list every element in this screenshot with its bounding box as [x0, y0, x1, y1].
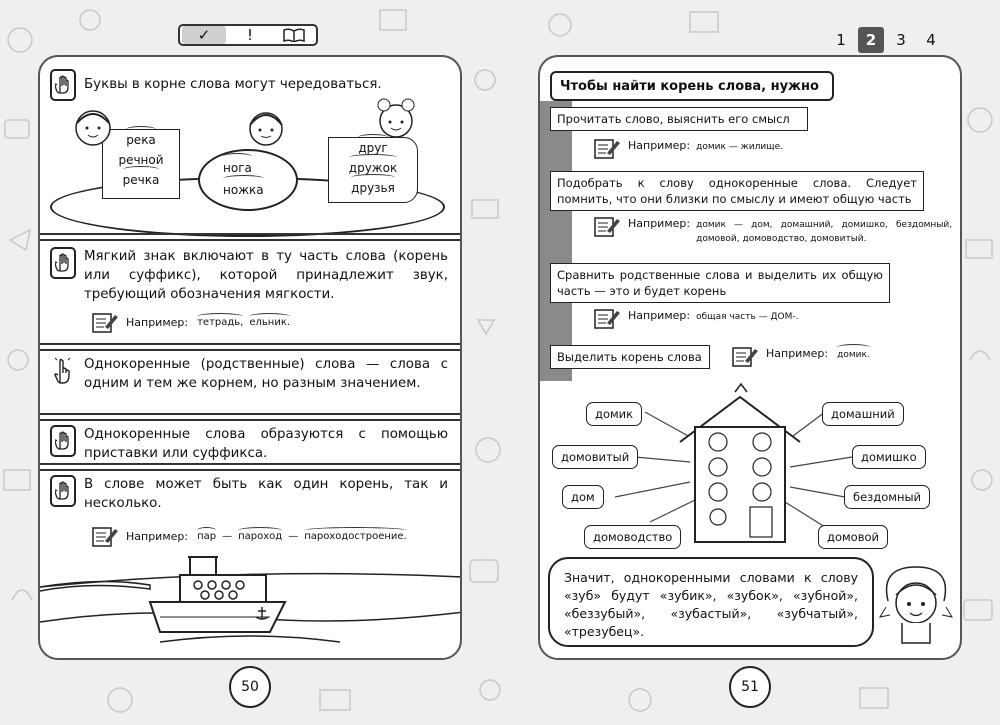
check-icon[interactable]: ✓ [182, 26, 226, 44]
divider [40, 239, 460, 241]
rule-text: Однокоренные (родственные) слова — слова с одним и тем же корнем, но разным значением. [84, 357, 448, 391]
word: нога [223, 157, 252, 179]
divider [40, 343, 460, 345]
page-number-right: 51 [729, 666, 771, 708]
divider [40, 463, 460, 465]
hand-icon [50, 425, 76, 457]
example-text: домик — дом, домашний, домишко, бездомный, домовой, домоводство, домовитый. [696, 220, 953, 244]
hand-icon [50, 247, 76, 279]
rule-multiple-roots [40, 475, 460, 513]
boy-face-illustration [68, 103, 118, 163]
divider [40, 419, 460, 421]
word-pill-dom: дом [562, 485, 604, 509]
pointer-hand-icon [50, 355, 76, 387]
word-group-noga [220, 157, 267, 201]
rule-text: Мягкий знак включают в ту часть слова (корень или суффикс), которой принадлежит звук, требующий обозначения мягкости. [84, 249, 448, 302]
pencil-icon [92, 525, 118, 547]
example-label: Например: [126, 315, 189, 329]
divider [40, 349, 460, 351]
example-step1 [594, 137, 783, 159]
example-step4 [732, 345, 873, 367]
example-label: Например: [628, 309, 691, 322]
example-step3 [594, 307, 798, 329]
word-pill-bezdomnyy: бездомный [844, 485, 930, 509]
pencil-icon [732, 345, 758, 367]
word: друзья [351, 178, 395, 198]
hand-icon [50, 475, 76, 507]
pencil-icon [594, 307, 620, 329]
word: ножка [223, 179, 264, 201]
icon-toolbar [178, 24, 318, 46]
word: река [126, 130, 156, 150]
example-step2 [594, 215, 962, 246]
word-pill-domashniy: домашний [822, 402, 904, 426]
word-pill-domik: домик [586, 402, 642, 426]
gray-side-bar [540, 101, 572, 381]
tab-4[interactable]: 4 [926, 31, 936, 49]
rule-cognates [40, 355, 460, 393]
word-pill-domovoy: домовой [818, 525, 888, 549]
example-text: домик — жилище. [696, 142, 784, 152]
example-label: Например: [628, 139, 691, 152]
tab-3[interactable]: 3 [896, 31, 906, 49]
tab-2[interactable]: 2 [858, 27, 884, 53]
pencil-icon [92, 311, 118, 333]
divider [40, 469, 460, 471]
right-page [538, 55, 962, 660]
word-pill-domishko: домишко [852, 445, 926, 469]
ship-illustration [40, 547, 462, 660]
rule-text: Однокоренные слова образуются с помощью приставки или суффикса. [84, 427, 448, 461]
step-mark-root: Выделить корень слова [550, 345, 710, 369]
girl-face-illustration [238, 101, 294, 157]
word-pill-domovodstvo: домоводство [584, 525, 681, 549]
girl-face-illustration [876, 561, 956, 647]
pencil-icon [594, 137, 620, 159]
left-page [38, 55, 462, 660]
tab-1[interactable]: 1 [836, 31, 846, 49]
divider [40, 233, 460, 235]
rule-text: Буквы в корне слова могут чередоваться. [84, 77, 382, 92]
pencil-icon [594, 215, 620, 237]
word: дружок [349, 158, 397, 178]
rule-text: В слове может быть как один корень, так и несколько. [84, 477, 448, 511]
conclusion-bubble: Значит, однокоренными словами к слову «зуб» будут «зубик», «зубок», «зубной», «беззубый», «зубастый», «зубчатый», «трезубец». [548, 557, 874, 647]
girl2-face-illustration [370, 97, 422, 147]
example-text: общая часть — ДОМ-. [696, 312, 799, 322]
rule-soft-sign [40, 247, 460, 304]
step-compare: Сравнить родственные слова и выделить их общую часть — это и будет корень [550, 263, 890, 303]
rule-formation [40, 425, 460, 463]
divider [40, 413, 460, 415]
word-pill-domovityy: домовитый [552, 445, 638, 469]
word: речной [118, 153, 164, 167]
page-title: Чтобы найти корень слова, нужно [550, 71, 834, 101]
exclamation-icon[interactable]: ! [246, 26, 253, 44]
example-label: Например: [628, 217, 691, 230]
page-tabs [828, 27, 944, 53]
hand-icon [50, 69, 76, 101]
example-label: Например: [126, 529, 189, 543]
example-text: домик. [837, 350, 870, 360]
word: друг [358, 138, 387, 158]
word: тетрадь, [197, 316, 244, 328]
word: ельник. [249, 316, 291, 328]
word: пароход [238, 530, 283, 542]
example-roots [92, 525, 410, 547]
book-icon[interactable] [272, 26, 316, 44]
step-read: Прочитать слово, выяснить его смысл [550, 107, 808, 131]
word: пар [197, 530, 217, 542]
dash: — [288, 530, 299, 542]
example-label: Например: [766, 347, 829, 360]
dash: — [222, 530, 233, 542]
word: речка [123, 170, 160, 190]
example-soft-sign [92, 311, 293, 333]
word: пароходостроение. [304, 530, 407, 542]
step-find-cognates: Подобрать к слову однокоренные слова. Следует помнить, что они близки по смыслу и имеют общую часть [550, 171, 924, 211]
page-number-left: 50 [229, 666, 271, 708]
